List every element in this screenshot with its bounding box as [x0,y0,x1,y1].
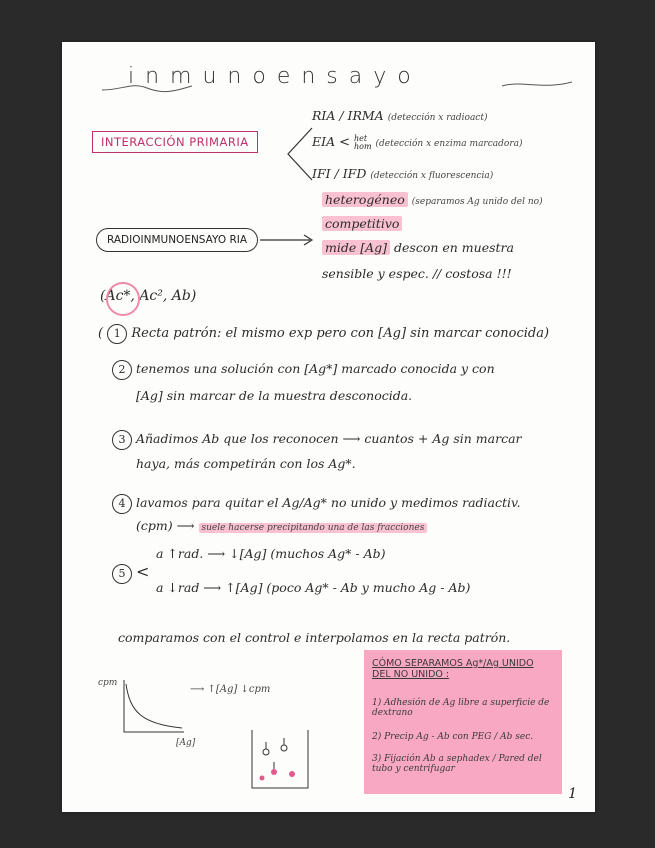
tube-sketch [248,728,312,792]
step-4: 4 lavamos para quitar el Ag/Ag* no unido y medimos radiactiv. [112,494,521,514]
step-5-line-2: a ↓rad ⟶ ↑[Ag] (poco Ag* - Ab y mucho Ag - Ab) [156,580,471,595]
page-title: inmunoensayo [128,64,422,89]
note-item-1: 1) Adhesión de Ag libre a superficie de dextrano [372,698,550,718]
graph-xlabel: [Ag] [176,738,196,748]
step-2-line-2: [Ag] sin marcar de la muestra desconocida. [136,388,413,403]
notebook-page [62,42,595,812]
graph-ylabel: cpm [98,678,118,688]
step-5: 5 < [112,562,149,584]
reagent-highlight-circle [106,282,140,316]
ria-prop-1: competitivo [322,216,402,231]
step-3-line-2: haya, más competirán con los Ag*. [136,456,356,471]
step-1: ( 1 Recta patrón: el mismo exp pero con [Ag] sin marcar conocida) [98,324,549,344]
note-item-3: 3) Fijación Ab a sephadex / Pared del tubo y centrifugar [372,754,542,774]
note-heading: CÓMO SEPARAMOS Ag*/Ag UNIDO DEL NO UNIDO : [372,658,534,680]
note-item-2: 2) Precip Ag - Ab con PEG / Ab sec. [372,732,534,742]
ria-label-bubble: RADIOINMUNOENSAYO RIA [96,228,258,252]
reagents-line: (Ac*, Ac², Ab) [100,288,197,304]
page-number: 1 [568,786,577,802]
step-2: 2 tenemos una solución con [Ag*] marcado conocida y con [112,360,495,380]
ria-prop-0: heterogéneo (separamos Ag unido del no) [322,192,543,207]
step-4-line-2: (cpm) ⟶ suele hacerse precipitando una de las fracciones [136,518,427,533]
primaria-item-ifi: IFI / IFD (detección x fluorescencia) [312,166,494,181]
graph-caption: ⟶ ↑[Ag] ↓cpm [190,684,271,695]
branch-bracket [284,122,314,182]
primaria-item-eia: EIA < het hom (detección x enzima marcadora) [312,133,523,151]
step-3: 3 Añadimos Ab que los reconocen ⟶ cuantos + Ag sin marcar [112,430,522,450]
ria-arrow [258,232,316,248]
sticky-note [364,650,562,794]
step-5-line-1: a ↑rad. ⟶ ↓[Ag] (muchos Ag* - Ab) [156,546,386,561]
ria-prop-3: sensible y espec. // costosa !!! [322,266,512,281]
primaria-label-box: INTERACCIÓN PRIMARIA [92,131,258,153]
ria-prop-2: mide [Ag] descon en muestra [322,240,514,255]
cpm-graph [120,678,186,736]
conclusion-text: comparamos con el control e interpolamos en la recta patrón. [118,630,511,645]
primaria-item-ria: RIA / IRMA (detección x radioact) [312,108,488,123]
